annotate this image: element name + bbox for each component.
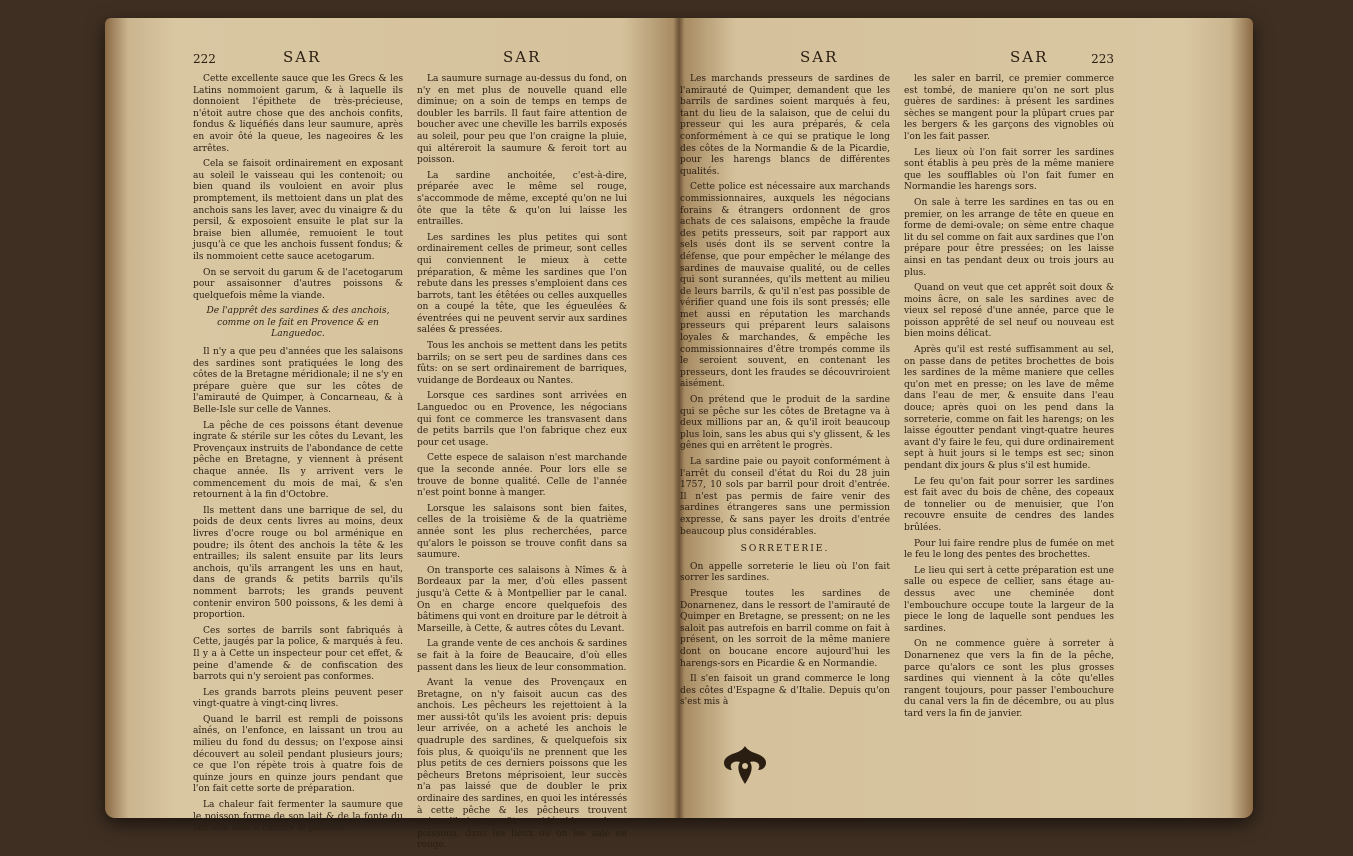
paragraph: La sardine anchoitée, c'est-à-dire, préparée avec le même sel rouge, s'accommode de même, excepté qu'on ne lui ôte que la tête & qu'on lui laisse les entrailles. [417, 170, 627, 228]
paragraph: Les sardines les plus petites qui sont ordinairement celles de primeur, sont celles qui conviennent le mieux à cette préparation, & même les sardines que l'on rebute dans les presses s'emploient dans ces barrots, tant les étêtées ou celles auxquelles on a coupé la tête, que les égueulées & éventrées qui ne peuvent servir aux sardines salées & pressées. [417, 232, 627, 336]
paragraph: La grande vente de ces anchois & sardines se fait à la foire de Beaucaire, d'où elles passent dans les lieux de leur consommation. [417, 639, 627, 673]
paragraph: Cette excellente sauce que les Grecs & les Latins nommoient garum, & à laquelle ils donnoient l'épithete de très-précieuse, n'étoit autre chose que des anchois confits, fondus & liquéfiés dans leur saumure, après en avoir ôté la queue, les nageoires & les arrêtes. [193, 74, 403, 154]
section-title: SORRETERIE. [740, 544, 830, 555]
paragraph: On se servoit du garum & de l'acetogarum pour assaisonner d'autres poissons & quelquefois même la viande. [193, 267, 403, 301]
right-running-head-1: SAR [800, 48, 839, 66]
paragraph: Les grands barrots pleins peuvent peser vingt-quatre à vingt-cinq livres. [193, 687, 403, 710]
left-page-number: 222 [193, 52, 216, 66]
paragraph: Lorsque ces sardines sont arrivées en Languedoc ou en Provence, les négocians qui font ce commerce les transvasent dans de petits barrils que l'on fabrique chez eux pour cet usage. [417, 391, 627, 448]
paragraph: La chaleur fait fermenter la saumure que le poisson forme de son lait & de la fonte du sel; elle aide à confire le poisson. [193, 800, 403, 834]
right-column-2 [904, 74, 1114, 724]
paragraph: On appelle sorreterie le lieu où l'on fait sorrer les sardines. [680, 561, 890, 584]
paragraph: Il n'y a que peu d'années que les salaisons des sardines sont pratiquées le long des côtes de la Bretagne méridionale; il ne s'y en prépare guère que sur les côtes de l'amirauté de Quimper, à Concarneau, & à Belle-Isle sur celle de Vannes. [193, 347, 403, 416]
paragraph: Les marchands presseurs de sardines de l'amirauté de Quimper, demandent que les barrils de sardines soient marqués à feu, tant du lieu de la salaison, que de celui du presseur qui les aura préparés, & cela conformément à ce qui se pratique le long des côtes de la Normandie & de la Picardie, pour les harengs blancs de différentes qualités. [680, 74, 890, 177]
right-page-number: 223 [1091, 52, 1114, 66]
paragraph: La sardine paie ou payoit conformément à l'arrêt du conseil d'état du Roi du 28 juin 1757, 10 sols par barril pour droit d'entrée. Il n'est pas permis de faire venir des sardines étrangeres sans une permission expresse, & sans payer les droits d'entrée beaucoup plus considérables. [680, 457, 890, 537]
right-column-1 [680, 74, 890, 724]
paragraph: Cette espece de salaison n'est marchande que la seconde année. Pour lors elle se trouve de bonne qualité. Celle de l'année n'est point bonne à manger. [417, 453, 627, 499]
left-page [193, 48, 627, 856]
left-column-1 [193, 74, 403, 856]
left-running-head-2: SAR [503, 48, 542, 66]
paragraph: Cela se faisoit ordinairement en exposant au soleil le vaisseau qui les contenoit; ou bien quand ils vouloient en avoir plus promptement, ils mettoient dans un plat des anchois sans les laver, avec du vinaigre & du persil, & exposoient ensuite le plat sur la braise bien allumée, remuoient le tout jusqu'à ce que les anchois fussent fondus; & ils nommoient cette sauce acetogarum. [193, 159, 403, 262]
paragraph: La pêche de ces poissons étant devenue ingrate & stérile sur les côtes du Levant, les Provençaux instruits de l'abondance de cette pêche en Bretagne, y viennent à présent chaque année. Ils y arrivent vers le commencement du mois de mai, & s'en retournent à la fin d'Octobre. [193, 420, 403, 501]
left-page-header [193, 48, 627, 74]
paragraph: On ne commence guère à sorreter à Donarnenez que vers la fin de la pêche, parce qu'alors ce sont les plus grosses sardines qui viennent à la côte qu'elles rangent toujours, pour passer l'embouchure du canal vers la fin de décembre, ou au plus tard vers la fin de janvier. [904, 639, 1114, 719]
paragraph: Lorsque les salaisons sont bien faites, celles de la troisième & de la quatrième année sont les plus recherchées, parce qu'alors le poisson se trouve confit dans sa saumure. [417, 503, 627, 561]
paragraph: Ces sortes de barrils sont fabriqués à Cette, jaugés par la police, & marqués à feu. Il y a à Cette un inspecteur pour cet effet, & peine d'amende & de confiscation des barrots qui n'y seroient pas conformes. [193, 625, 403, 683]
right-page-header [680, 48, 1114, 74]
paragraph: Après qu'il est resté suffisamment au sel, on passe dans de petites brochettes de bois les sardines de la même maniere que celles qu'on met en presse; on les lave de même dans l'eau de mer, & ensuite dans l'eau douce; après quoi on les pend dans la sorreterie, comme on fait les harengs; on les laisse égoutter pendant vingt-quatre heures avant d'y faire le feu, qui dure ordinairement sept à huit jours si le temps est sec; sinon pendant dix jours & plus s'il est humide. [904, 345, 1114, 471]
right-running-head-2: SAR [1010, 48, 1049, 66]
paragraph: Le lieu qui sert à cette préparation est une salle ou espece de cellier, sans étage au-dessus avec une cheminée dont l'embouchure occupe toute la largeur de la piece le long de laquelle sont pendues les sardines. [904, 565, 1114, 634]
paragraph: Il s'en faisoit un grand commerce le long des côtes d'Espagne & d'Italie. Depuis qu'on s'est mis à [680, 674, 890, 708]
section-subtitle: De l'apprêt des sardines & des anchois, comme on le fait en Provence & en Languedoc. [206, 306, 390, 340]
right-page [680, 48, 1114, 793]
paragraph: Quand on veut que cet apprêt soit doux & moins âcre, on sale les sardines avec de vieux sel reposé d'une année, parce que le poisson apprêté de sel neuf ou nouveau est bien moins délicat. [904, 283, 1114, 340]
paragraph: Ils mettent dans une barrique de sel, du poids de deux cents livres au moins, deux livres d'ocre rouge ou bol arménique en poudre; ils ôtent des anchois la tête & les entrailles; ils salent ensuite par lits leurs anchois, qu'ils arrangent les uns en haut, dans de grands & petits barrils qu'ils nomment barrots; les grands peuvent contenir environ 500 poissons, & les demi à proportion. [193, 505, 403, 621]
paragraph: Quand le barril est rempli de poissons aînés, on l'enfonce, en laissant un trou au milieu du fond du dessus; on l'expose ainsi découvert au soleil pendant plusieurs jours; ce que l'on répète trois à quatre fois de quinze jours en quinze jours pendant que l'on fait cette sorte de préparation. [193, 714, 403, 795]
paragraph: On transporte ces salaisons à Nîmes & à Bordeaux par la mer, d'où elles passent jusqu'à Cette & à Montpellier par le canal. On en charge encore quelquefois des bâtimens qui vont en droiture par le détroit à Marseille, à Cette, & autres côtes du Levant. [417, 565, 627, 634]
paragraph: Avant la venue des Provençaux en Bretagne, on n'y faisoit aucun cas des anchois. Les pêcheurs les rejettoient à la mer aussi-tôt qu'ils les avoient pris: depuis leur arrivée, on a acheté les anchois le quadruple des sardines, & quelquefois six fois plus, & quoiqu'ils ne prennent que les plus petits de ces derniers poissons que les pêcheurs Bretons méprisoient, leur succès n'a pas laissé que de doubler le prix ordinaire des sardines, en quoi les intéressés à cette pêche & les pêcheurs trouvent aujourd'hui un profit considérable sur leurs poissons, dans les lieux où on les sale en rouge. [417, 678, 627, 851]
paragraph: On sale à terre les sardines en tas ou en premier, on les arrange de tête en queue en forme de demi-ovale; on sème entre chaque lit du sel comme on fait aux sardines que l'on prépare pour être pressées; on les laisse ainsi en tas pendant deux ou trois jours au plus. [904, 197, 1114, 278]
left-column-2 [417, 74, 627, 856]
paragraph: Presque toutes les sardines de Donarnenez, dans le ressort de l'amirauté de Quimper en Bretagne, se pressent; on ne les saloit pas autrefois en barril comme on fait à présent, on les sorroit de la même maniere dont on boucane encore aujourd'hui les harengs-sors en Picardie & en Normandie. [680, 588, 890, 669]
paragraph: Le feu qu'on fait pour sorrer les sardines est fait avec du bois de chêne, des copeaux de tonnelier ou de menuisier, que l'on recouvre ensuite de cendres des landes brûlées. [904, 476, 1114, 533]
paragraph: La saumure surnage au-dessus du fond, on n'y en met plus de nouvelle quand elle diminue; on a soin de temps en temps de doubler les barrils. Il faut faire attention de boucher avec une cheville les barrils exposés au soleil, pour peu que l'on craigne la pluie, qui altéreroit la saumure & feroit tort au poisson. [417, 74, 627, 166]
paragraph: les saler en barril, ce premier commerce est tombé, de maniere qu'on ne sort plus guères de sardines: à présent les sardines sèches se mangent pour la plûpart crues par les bergers & les garçons des vignobles où l'on les fait passer. [904, 74, 1114, 142]
paragraph: On prétend que le produit de la sardine qui se pêche sur les côtes de Bretagne va à deux millions par an, & qu'il iroit beaucoup plus loin, sans les abus qui s'y glissent, & les gênes qui en arrêtent le progrès. [680, 395, 890, 452]
paragraph: Pour lui faire rendre plus de fumée on met le feu le long des pentes des brochettes. [904, 538, 1114, 561]
paragraph: Tous les anchois se mettent dans les petits barrils; on se sert peu de sardines dans ces fûts: on se sert ordinairement de barriques, vuidange de Bordeaux ou Nantes. [417, 341, 627, 386]
left-running-head-1: SAR [283, 48, 322, 66]
paragraph: Les lieux où l'on fait sorrer les sardines sont établis à peu près de la même maniere que les soufflables où l'on fait fumer en Normandie les harengs sors. [904, 147, 1114, 193]
printers-ornament-icon [710, 742, 780, 788]
paragraph: Cette police est nécessaire aux marchands commissionnaires, auxquels les négocians forains & étrangers ordonnent de gros achats de ces salaisons, empêche la fraude des petits presseurs, soit par rapport aux sels usés dont ils se servent contre la défense, que pour empêcher le mélange des sardines de mauvaise qualité, ou de celles qui sont surannées, qu'ils mettent au milieu de leurs barrils, & qu'il n'est pas possible de vérifier quand une fois ils sont pressés; elle met aussi en réputation les marchands presseurs qui préparent leurs salaisons loyales & marchandes, & empêche les commissionnaires d'être trompés comme ils le seroient souvent, en contenant les presseurs, dont les fraudes se découvriroient aisément. [680, 182, 890, 390]
